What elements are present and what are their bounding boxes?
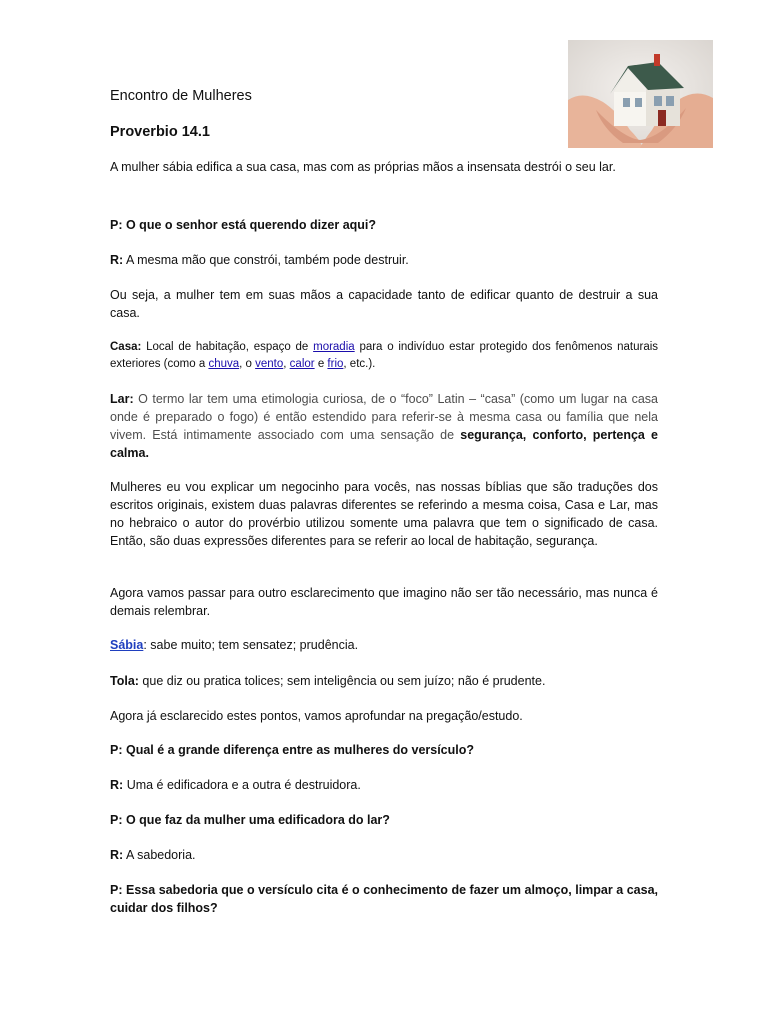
question-3: P: O que faz da mulher uma edificadora do lar? — [110, 813, 390, 827]
explanation-2: Mulheres eu vou explicar um negocinho para vocês, nas nossas bíblias que são traduções dos escritos originais, existem duas palavras diferentes se referindo a mesma coisa, Casa e Lar, mas no hebraico o autor do provérbio utilizou somente uma palavra que tem o significado de casa. Então, são duas expressões diferentes para se referir ao local de habitação, segurança. — [110, 480, 658, 548]
answer-label: R: — [110, 778, 124, 792]
sabia-definition — [110, 636, 658, 654]
verse-text: A mulher sábia edifica a sua casa, mas com as próprias mãos a insensata destrói o seu lar. — [110, 160, 616, 174]
casa-end: , etc.). — [343, 358, 376, 370]
sabia-text: : sabe muito; tem sensatez; prudência. — [143, 638, 359, 652]
question-4: P: Essa sabedoria que o versículo cita é o conhecimento de fazer um almoço, limpar a casa, cuidar dos filhos? — [110, 883, 658, 915]
question-1 — [110, 216, 658, 234]
question-label: P: — [110, 218, 123, 232]
house-in-hands-icon — [568, 40, 713, 148]
lar-bold-end: segurança, conforto, pertença e calma. — [110, 428, 659, 460]
answer-label: R: — [110, 253, 124, 267]
answer-text: A sabedoria. — [126, 848, 196, 862]
answer-3 — [110, 846, 658, 864]
casa-label: Casa: — [110, 341, 142, 353]
explanation-1: Ou seja, a mulher tem em suas mãos a capacidade tanto de edificar quanto de destruir a sua casa. — [110, 288, 658, 320]
verse-reference: Proverbio 14.1 — [110, 124, 210, 140]
casa-text-2: para o indivíduo estar protegido dos fenômenos naturais exteriores (como a — [110, 341, 659, 370]
answer-text: Uma é edificadora e a outra é destruidora. — [126, 778, 361, 792]
link-calor[interactable]: calor — [289, 358, 315, 370]
answer-2 — [110, 776, 658, 794]
casa-sep: , o — [239, 358, 252, 370]
explanation-4: Agora já esclarecido estes pontos, vamos aprofundar na pregação/estudo. — [110, 709, 523, 723]
answer-1 — [110, 251, 658, 269]
lar-definition — [110, 390, 658, 462]
question-text: O que o senhor está querendo dizer aqui? — [125, 218, 377, 232]
casa-sep: , — [283, 358, 287, 370]
casa-definition — [110, 339, 658, 373]
casa-sep: e — [317, 358, 325, 370]
link-chuva[interactable]: chuva — [208, 358, 240, 370]
explanation-3: Agora vamos passar para outro esclarecimento que imagino não ser tão necessário, mas nunca é demais relembrar. — [110, 586, 658, 618]
tola-text: que diz ou pratica tolices; sem inteligência ou sem juízo; não é prudente. — [142, 674, 546, 688]
house-in-hands-image — [568, 40, 713, 148]
link-moradia[interactable]: moradia — [313, 341, 355, 353]
answer-text: A mesma mão que constrói, também pode destruir. — [126, 253, 409, 267]
link-sabia[interactable]: Sábia — [110, 638, 144, 652]
answer-label: R: — [110, 848, 124, 862]
link-frio[interactable]: frio — [327, 358, 344, 370]
question-2: P: Qual é a grande diferença entre as mulheres do versículo? — [110, 743, 475, 757]
lar-label: Lar: — [110, 392, 134, 406]
casa-text: Local de habitação, espaço de — [146, 341, 309, 353]
document-title: Encontro de Mulheres — [110, 88, 252, 104]
link-vento[interactable]: vento — [255, 358, 284, 370]
tola-definition — [110, 672, 658, 690]
lar-text: O termo lar tem uma etimologia curiosa, de o “foco” Latin – “casa” (como um lugar na casa onde é preparado o fogo) é então estendido para referir-se à mesma casa ou família que nela vivem. Está intimamente associado com uma sensação de — [110, 392, 658, 442]
tola-label: Tola: — [110, 674, 139, 688]
